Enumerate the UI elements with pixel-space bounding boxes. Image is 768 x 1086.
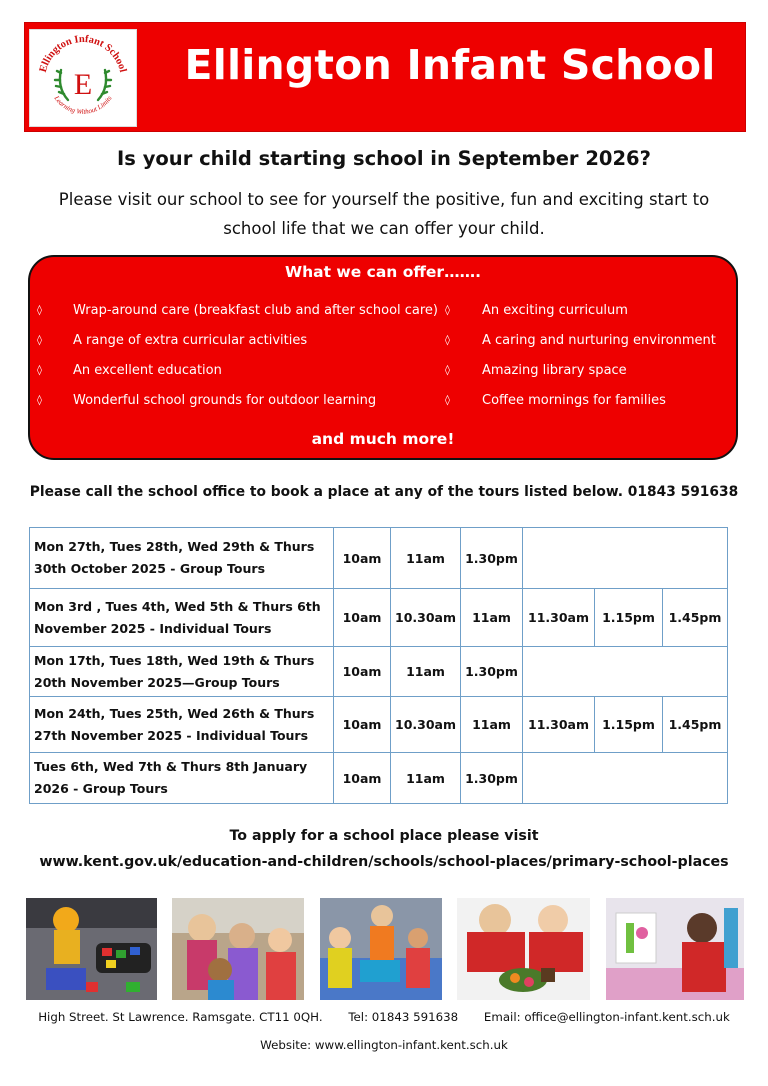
tour-date: Mon 3rd , Tues 4th, Wed 5th & Thurs 6th November 2025 - Individual Tours: [30, 589, 334, 647]
children-playing-blocks-photo: [26, 898, 157, 1000]
child-painting-photo: [606, 898, 744, 1000]
tours-table: [29, 527, 728, 804]
apply-section: [0, 823, 768, 875]
offer-item: Wrap-around care (breakfast club and after school care): [73, 303, 439, 318]
tour-time: 10am: [334, 528, 391, 589]
tour-time: 1.45pm: [663, 589, 728, 647]
tour-time: 10am: [334, 589, 391, 647]
logo-letter: E: [73, 68, 93, 101]
tour-row: [30, 589, 728, 647]
school-logo-emblem: [30, 30, 136, 126]
offer-title: What we can offer…….: [285, 263, 481, 281]
tour-time: 11.30am: [523, 589, 595, 647]
tour-date: Mon 24th, Tues 25th, Wed 26th & Thurs 27th November 2025 - Individual Tours: [30, 697, 334, 753]
tour-time: 11am: [391, 647, 461, 697]
footer-email[interactable]: Email: office@ellington-infant.kent.sch.uk: [483, 1010, 730, 1024]
diamond-bullet-icon: ◊: [37, 395, 42, 406]
tour-time: 11am: [461, 589, 523, 647]
tour-row: [30, 697, 728, 753]
apply-text: To apply for a school place please visit: [229, 828, 539, 844]
tour-time: 11am: [461, 697, 523, 753]
tour-date: Mon 17th, Tues 18th, Wed 19th & Thurs 20th November 2025—Group Tours: [30, 647, 334, 697]
tour-time: 11.30am: [523, 697, 595, 753]
tour-row: [30, 753, 728, 804]
tour-time: 1.30pm: [461, 528, 523, 589]
footer-phone: Tel: 01843 591638: [348, 1010, 459, 1024]
tour-time: 1.30pm: [461, 753, 523, 804]
tour-date: Mon 27th, Tues 28th, Wed 29th & Thurs 30th October 2025 - Group Tours: [30, 528, 334, 589]
offer-item: An excellent education: [73, 363, 222, 378]
tour-time: 1.30pm: [461, 647, 523, 697]
logo-ring-text: Ellington Infant School: [37, 33, 129, 74]
tour-time: 10am: [334, 697, 391, 753]
tour-time: 1.45pm: [663, 697, 728, 753]
tour-time: 11am: [391, 528, 461, 589]
diamond-bullet-icon: ◊: [37, 305, 42, 316]
apply-link[interactable]: www.kent.gov.uk/education-and-children/schools/school-places/primary-school-places: [39, 854, 729, 870]
tour-time: 11am: [391, 753, 461, 804]
intro-text: Please visit our school to see for yourself the positive, fun and exciting start to school life that we can offer your child.: [58, 190, 710, 238]
diamond-bullet-icon: ◊: [37, 365, 42, 376]
tour-row: [30, 528, 728, 589]
offer-box: [28, 255, 738, 460]
tour-time: 10.30am: [391, 697, 461, 753]
offer-item: A caring and nurturing environment: [482, 333, 716, 348]
empty-cell: [523, 528, 728, 589]
diamond-bullet-icon: ◊: [445, 335, 450, 346]
tour-date: Tues 6th, Wed 7th & Thurs 8th January 2026 - Group Tours: [30, 753, 334, 804]
empty-cell: [523, 753, 728, 804]
tour-time: 1.15pm: [595, 697, 663, 753]
tour-time: 10.30am: [391, 589, 461, 647]
tour-time: 10am: [334, 647, 391, 697]
diamond-bullet-icon: ◊: [445, 395, 450, 406]
empty-cell: [523, 647, 728, 697]
offer-more: and much more!: [311, 430, 455, 448]
footer-website[interactable]: Website: www.ellington-infant.kent.sch.uk: [260, 1038, 508, 1052]
offer-item: Wonderful school grounds for outdoor learning: [73, 393, 377, 408]
offer-item: An exciting curriculum: [482, 303, 628, 318]
diamond-bullet-icon: ◊: [445, 365, 450, 376]
footer-contact: [0, 1008, 768, 1026]
logo-motto: Learning Without Limits: [52, 94, 114, 116]
diamond-bullet-icon: ◊: [37, 335, 42, 346]
starting-school-question: Is your child starting school in September 2026?: [117, 147, 651, 170]
children-group-photo: [172, 898, 304, 1000]
tour-time: 1.15pm: [595, 589, 663, 647]
offer-item: A range of extra curricular activities: [73, 333, 308, 348]
offer-item: Coffee mornings for families: [482, 393, 666, 408]
diamond-bullet-icon: ◊: [445, 305, 450, 316]
footer-address: High Street. St Lawrence. Ramsgate. CT11 0QH.: [38, 1010, 323, 1024]
call-to-book-text: Please call the school office to book a place at any of the tours listed below. 01843 591638: [29, 484, 739, 500]
tour-row: [30, 647, 728, 697]
page-title: Ellington Infant School: [184, 41, 716, 89]
school-logo: [29, 29, 137, 127]
children-plants-photo: [457, 898, 590, 1000]
tour-time: 10am: [334, 753, 391, 804]
classroom-activity-photo: [320, 898, 442, 1000]
header-banner: [24, 22, 746, 132]
offer-item: Amazing library space: [482, 363, 627, 378]
